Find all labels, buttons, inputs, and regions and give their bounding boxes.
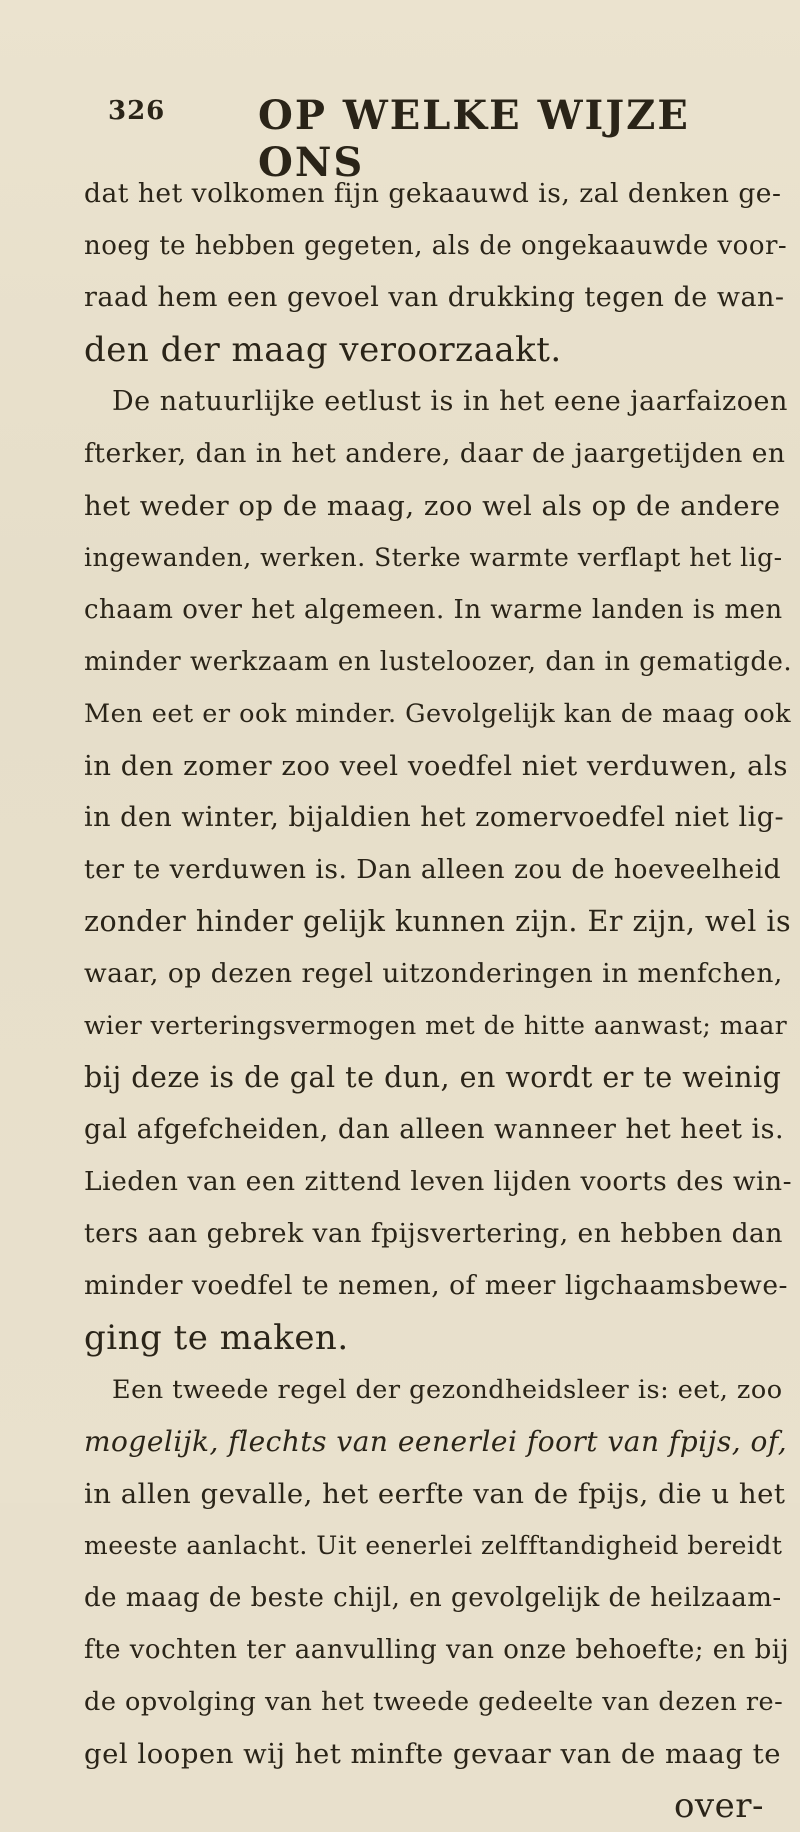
page-header	[108, 92, 748, 186]
text-line: Lieden van een zittend leven lijden voorts des win-	[84, 1166, 793, 1197]
text-line: ging te maken.	[84, 1318, 349, 1358]
text-line: fterker, dan in het andere, daar de jaargetijden en	[84, 438, 786, 469]
text-line: fte vochten ter aanvulling van onze behoefte; en bij	[84, 1635, 790, 1665]
text-line: in den zomer zoo veel voedfel niet verduwen, als	[84, 750, 788, 782]
text-line: in den winter, bijaldien het zomervoedfel niet lig-	[84, 802, 785, 833]
text-line: mogelijk, flechts van eenerlei foort van fpijs, of,	[84, 1425, 788, 1458]
text-line: Een tweede regel der gezondheidsleer is: eet, zoo	[112, 1375, 783, 1405]
catchword: over-	[673, 1786, 764, 1826]
text-line: noeg te hebben gegeten, als de ongekaauwde voor-	[84, 231, 788, 261]
text-line: de maag de beste chijl, en gevolgelijk de heilzaam-	[84, 1583, 782, 1613]
text-line: wier verteringsvermogen met de hitte aanwast; maar	[84, 1011, 788, 1040]
text-line: minder voedfel te nemen, of meer ligchaamsbewe-	[84, 1270, 788, 1301]
text-line: ters aan gebrek van fpijsvertering, en hebben dan	[84, 1218, 783, 1249]
body-text	[84, 168, 792, 1832]
text-line: de opvolging van het tweede gedeelte van dezen re-	[84, 1687, 784, 1717]
text-line: zonder hinder gelijk kunnen zijn. Er zijn, wel is	[84, 905, 792, 938]
text-line: ingewanden, werken. Sterke warmte verflapt het lig-	[84, 543, 783, 572]
text-line: gal afgefcheiden, dan alleen wanneer het heet is.	[84, 1114, 785, 1145]
text-line: gel loopen wij het minfte gevaar van de maag te	[84, 1738, 781, 1770]
text-line: den der maag veroorzaakt.	[84, 330, 562, 370]
text-line: waar, op dezen regel uitzonderingen in menfchen,	[84, 958, 783, 989]
text-line: meeste aanlacht. Uit eenerlei zelfftandigheid bereidt	[84, 1531, 783, 1560]
page-number: 326	[108, 96, 166, 126]
text-line: het weder op de maag, zoo wel als op de andere	[84, 490, 781, 522]
running-title: OP WELKE WIJZE ONS	[258, 92, 690, 186]
text-line: ter te verduwen is. Dan alleen zou de hoeveelheid	[84, 854, 782, 885]
text-line: minder werkzaam en lusteloozer, dan in gematigde.	[84, 647, 793, 677]
text-line: bij deze is de gal te dun, en wordt er te weinig	[84, 1061, 782, 1094]
text-line: De natuurlijke eetlust is in het eene jaarfaizoen	[112, 386, 788, 417]
text-line: chaam over het algemeen. In warme landen is men	[84, 595, 783, 625]
text-line: dat het volkomen fijn gekaauwd is, zal denken ge-	[84, 178, 782, 209]
text-line: raad hem een gevoel van drukking tegen de wan-	[84, 282, 785, 313]
text-line: in allen gevalle, het eerfte van de fpijs, die u het	[84, 1478, 786, 1510]
text-line: Men eet er ook minder. Gevolgelijk kan de maag ook	[84, 699, 792, 729]
